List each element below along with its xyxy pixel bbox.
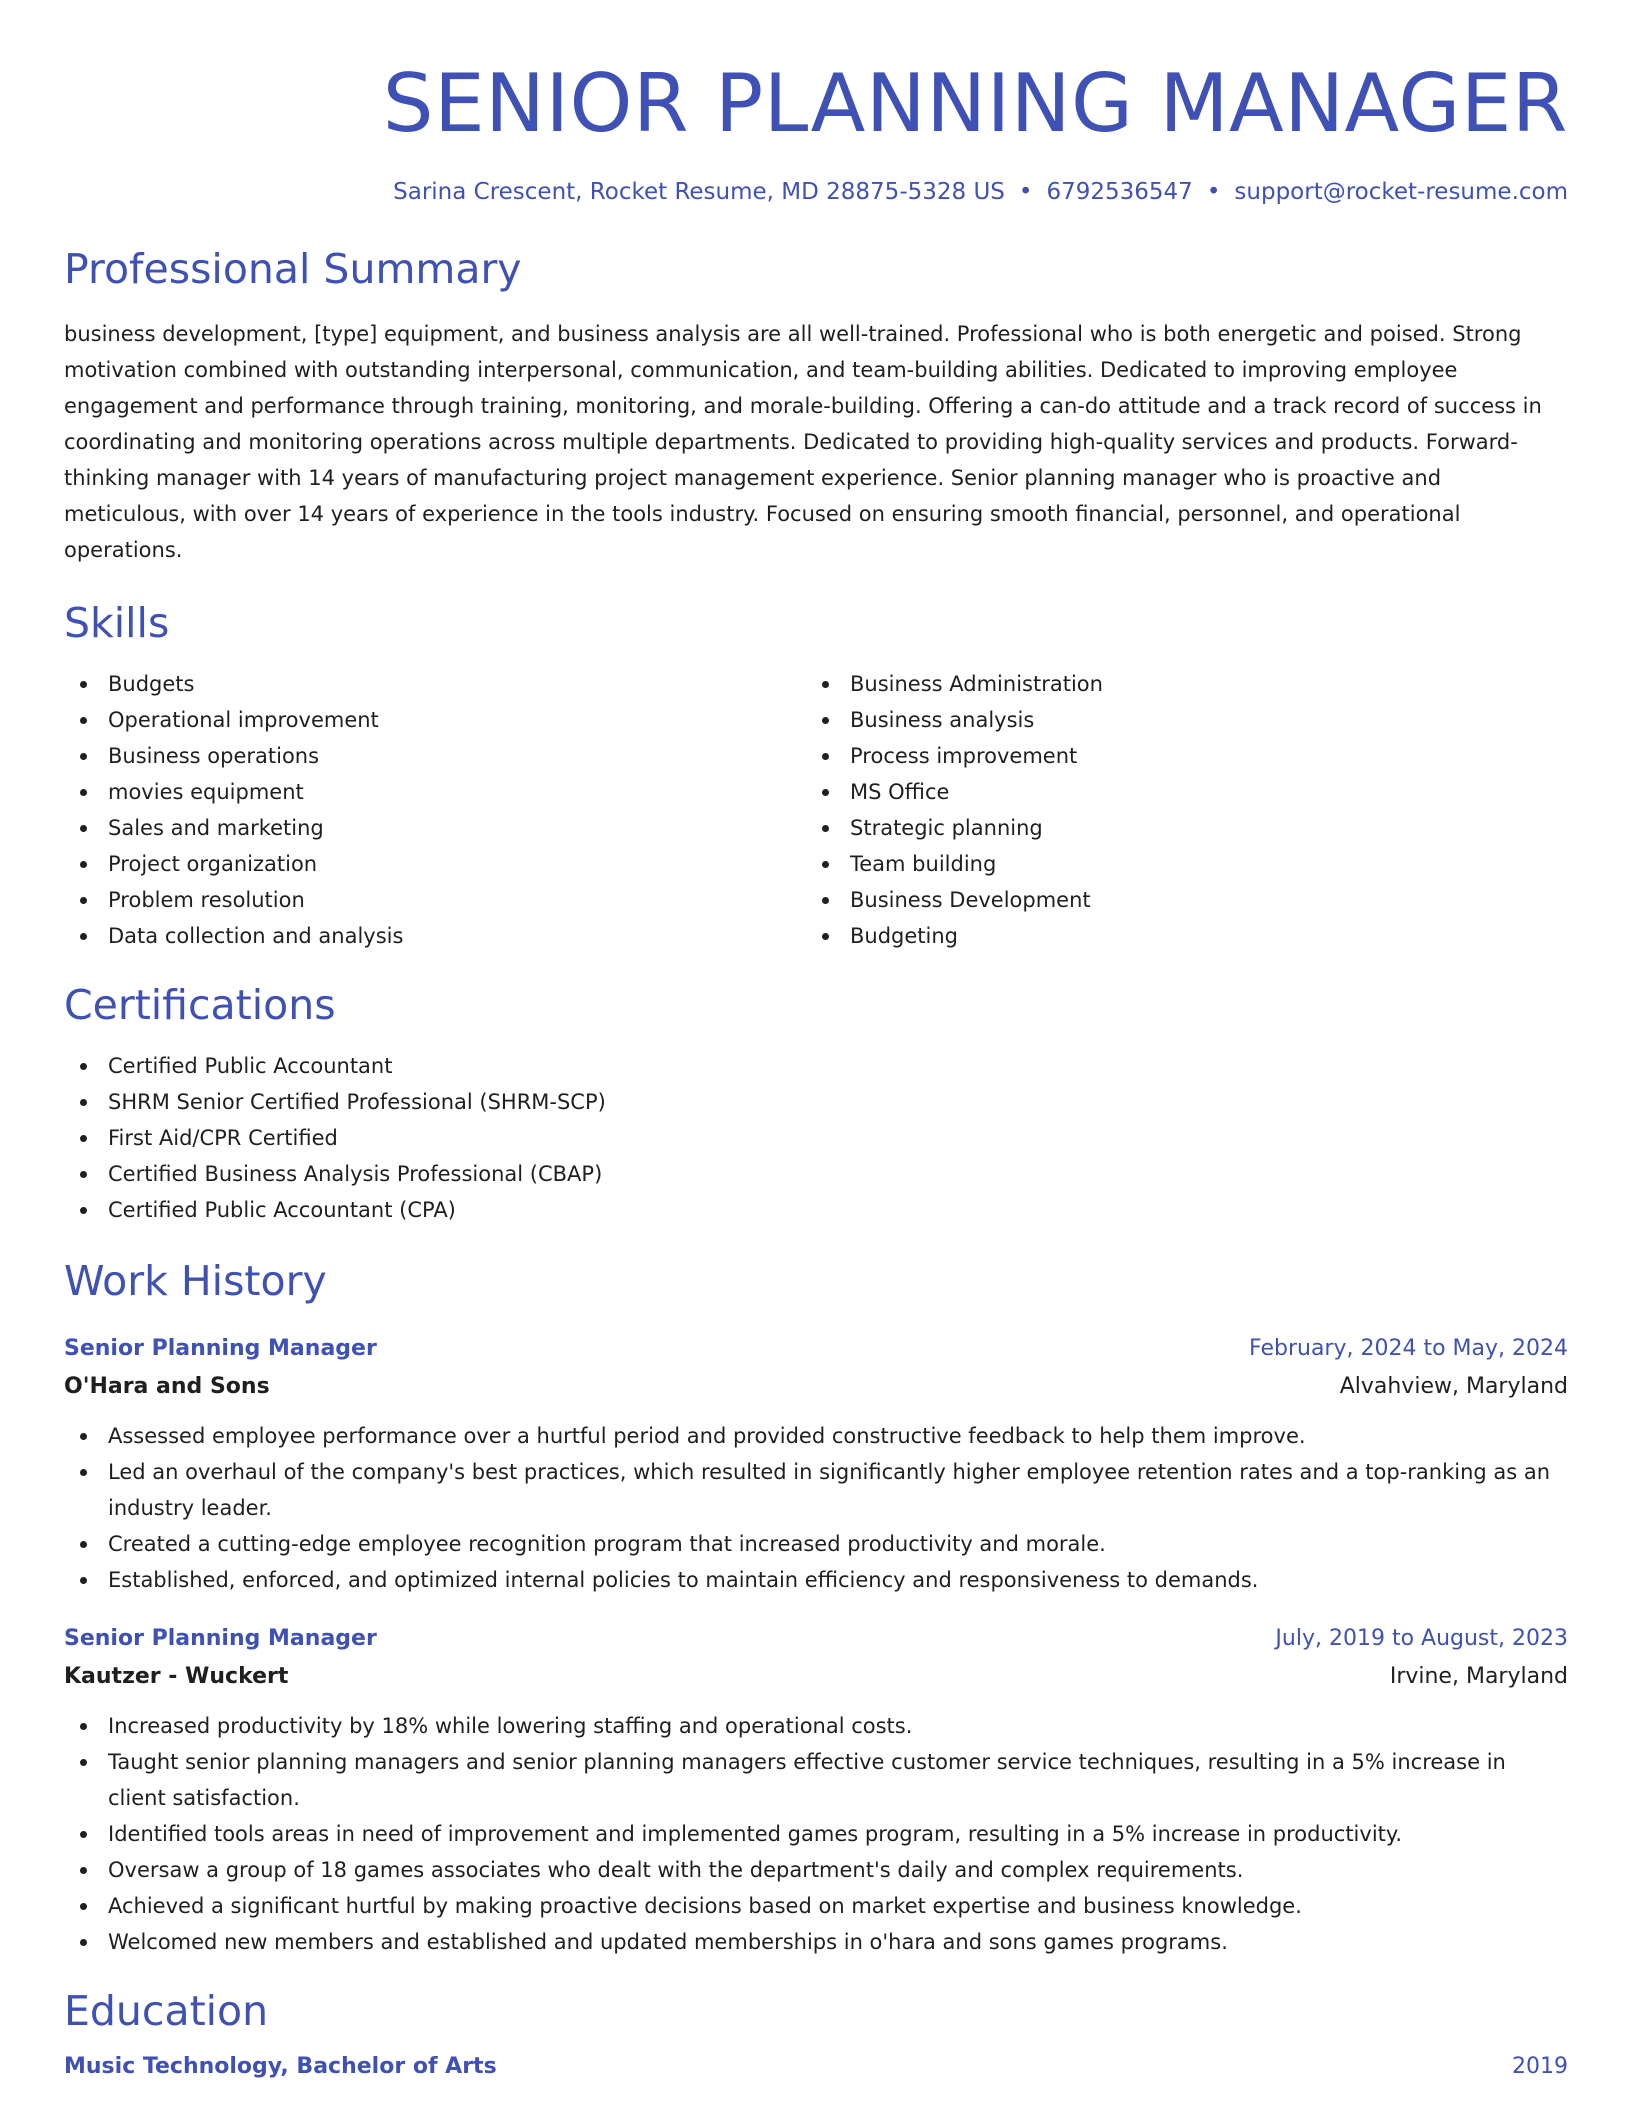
job-company: Kautzer - Wuckert (64, 1664, 289, 1689)
job-bullet: Taught senior planning managers and senior planning managers effective customer service techniques, resulting in a 5% increase in client satisfaction. (64, 1744, 1568, 1816)
skill-item: Budgets (64, 666, 806, 702)
skill-item: movies equipment (64, 774, 806, 810)
work-history-heading: Work History (64, 1257, 327, 1305)
job-location: Alvahview, Maryland (1339, 1374, 1568, 1399)
skill-item: Strategic planning (806, 810, 1548, 846)
skills-column-left (64, 666, 806, 954)
job-title: Senior Planning Manager (64, 1626, 377, 1651)
job-bullets (64, 1708, 1568, 1960)
education-degree: Music Technology, Bachelor of Arts (64, 2054, 497, 2079)
job-company-row (64, 1368, 1568, 1406)
skills-columns (64, 666, 1568, 954)
job-dates: July, 2019 to August, 2023 (1275, 1626, 1568, 1651)
certification-item: First Aid/CPR Certified (64, 1120, 1568, 1156)
skill-item: Business Development (806, 882, 1548, 918)
job-bullet: Created a cutting-edge employee recognition program that increased productivity and morale. (64, 1526, 1568, 1562)
job-bullet: Established, enforced, and optimized internal policies to maintain efficiency and responsiveness to demands. (64, 1562, 1568, 1598)
contact-address: Sarina Crescent, Rocket Resume, MD 28875-5328 US (393, 179, 1005, 205)
job-bullets (64, 1418, 1568, 1598)
job-bullet: Led an overhaul of the company's best practices, which resulted in significantly higher employee retention rates and a top-ranking as an industry leader. (64, 1454, 1568, 1526)
contact-phone: 6792536547 (1046, 179, 1193, 205)
job-bullet: Oversaw a group of 18 games associates who dealt with the department's daily and complex requirements. (64, 1852, 1568, 1888)
skill-item: Business Administration (806, 666, 1548, 702)
job-company-row (64, 1658, 1568, 1696)
skill-item: Sales and marketing (64, 810, 806, 846)
job-title: Senior Planning Manager (64, 1336, 377, 1361)
contact-line (64, 176, 1568, 208)
education-entry (64, 2048, 1568, 2086)
skill-item: Problem resolution (64, 882, 806, 918)
certifications-heading: Certifications (64, 981, 336, 1029)
job-bullet: Assessed employee performance over a hurtful period and provided constructive feedback to help them improve. (64, 1418, 1568, 1454)
job-header-row (64, 1330, 1568, 1368)
page-title: SENIOR PLANNING MANAGER (382, 57, 1568, 150)
skill-item: Project organization (64, 846, 806, 882)
certification-item: Certified Public Accountant (64, 1048, 1568, 1084)
certification-item: Certified Public Accountant (CPA) (64, 1192, 1568, 1228)
contact-separator: • (1018, 179, 1033, 205)
skills-heading: Skills (64, 599, 170, 647)
certification-item: SHRM Senior Certified Professional (SHRM-SCP) (64, 1084, 1568, 1120)
education-heading: Education (64, 1987, 269, 2035)
job-bullet: Achieved a significant hurtful by making proactive decisions based on market expertise and business knowledge. (64, 1888, 1568, 1924)
education-year: 2019 (1512, 2054, 1568, 2079)
summary-heading: Professional Summary (64, 245, 522, 293)
job-header-row (64, 1620, 1568, 1658)
job-bullet: Increased productivity by 18% while lowering staffing and operational costs. (64, 1708, 1568, 1744)
resume-page (64, 0, 1568, 2086)
job-bullet: Identified tools areas in need of improvement and implemented games program, resulting in a 5% increase in productivity. (64, 1816, 1568, 1852)
skills-column-right (806, 666, 1548, 954)
skill-item: Business operations (64, 738, 806, 774)
certifications-list (64, 1048, 1568, 1228)
skill-item: MS Office (806, 774, 1548, 810)
job-entry (64, 1620, 1568, 1960)
skill-item: Business analysis (806, 702, 1548, 738)
skill-item: Team building (806, 846, 1548, 882)
job-location: Irvine, Maryland (1389, 1664, 1568, 1689)
skill-item: Budgeting (806, 918, 1548, 954)
job-bullet: Welcomed new members and established and updated memberships in o'hara and sons games programs. (64, 1924, 1568, 1960)
skill-item: Operational improvement (64, 702, 806, 738)
summary-text: business development, [type] equipment, and business analysis are all well-trained. Professional who is both energetic and poised. Strong motivation combined with outstanding interpersonal, communication, and team-building abilities. Dedicated to improving employee engagement and performance through training, monitoring, and morale-building. Offering a can-do attitude and a track record of success in coordinating and monitoring operations across multiple departments. Dedicated to providing high-quality services and products. Forward-thinking manager with 14 years of manufacturing project management experience. Senior planning manager who is proactive and meticulous, with over 14 years of experience in the tools industry. Focused on ensuring smooth financial, personnel, and operational operations. (64, 322, 1542, 562)
contact-email[interactable]: support@rocket-resume.com (1234, 179, 1568, 205)
education-row (64, 2048, 1568, 2086)
skills-list-left (64, 666, 806, 954)
job-company: O'Hara and Sons (64, 1374, 270, 1399)
contact-separator: • (1206, 179, 1221, 205)
job-entry (64, 1330, 1568, 1598)
certification-item: Certified Business Analysis Professional (CBAP) (64, 1156, 1568, 1192)
skill-item: Process improvement (806, 738, 1548, 774)
skill-item: Data collection and analysis (64, 918, 806, 954)
skills-list-right (806, 666, 1548, 954)
job-dates: February, 2024 to May, 2024 (1249, 1336, 1568, 1361)
